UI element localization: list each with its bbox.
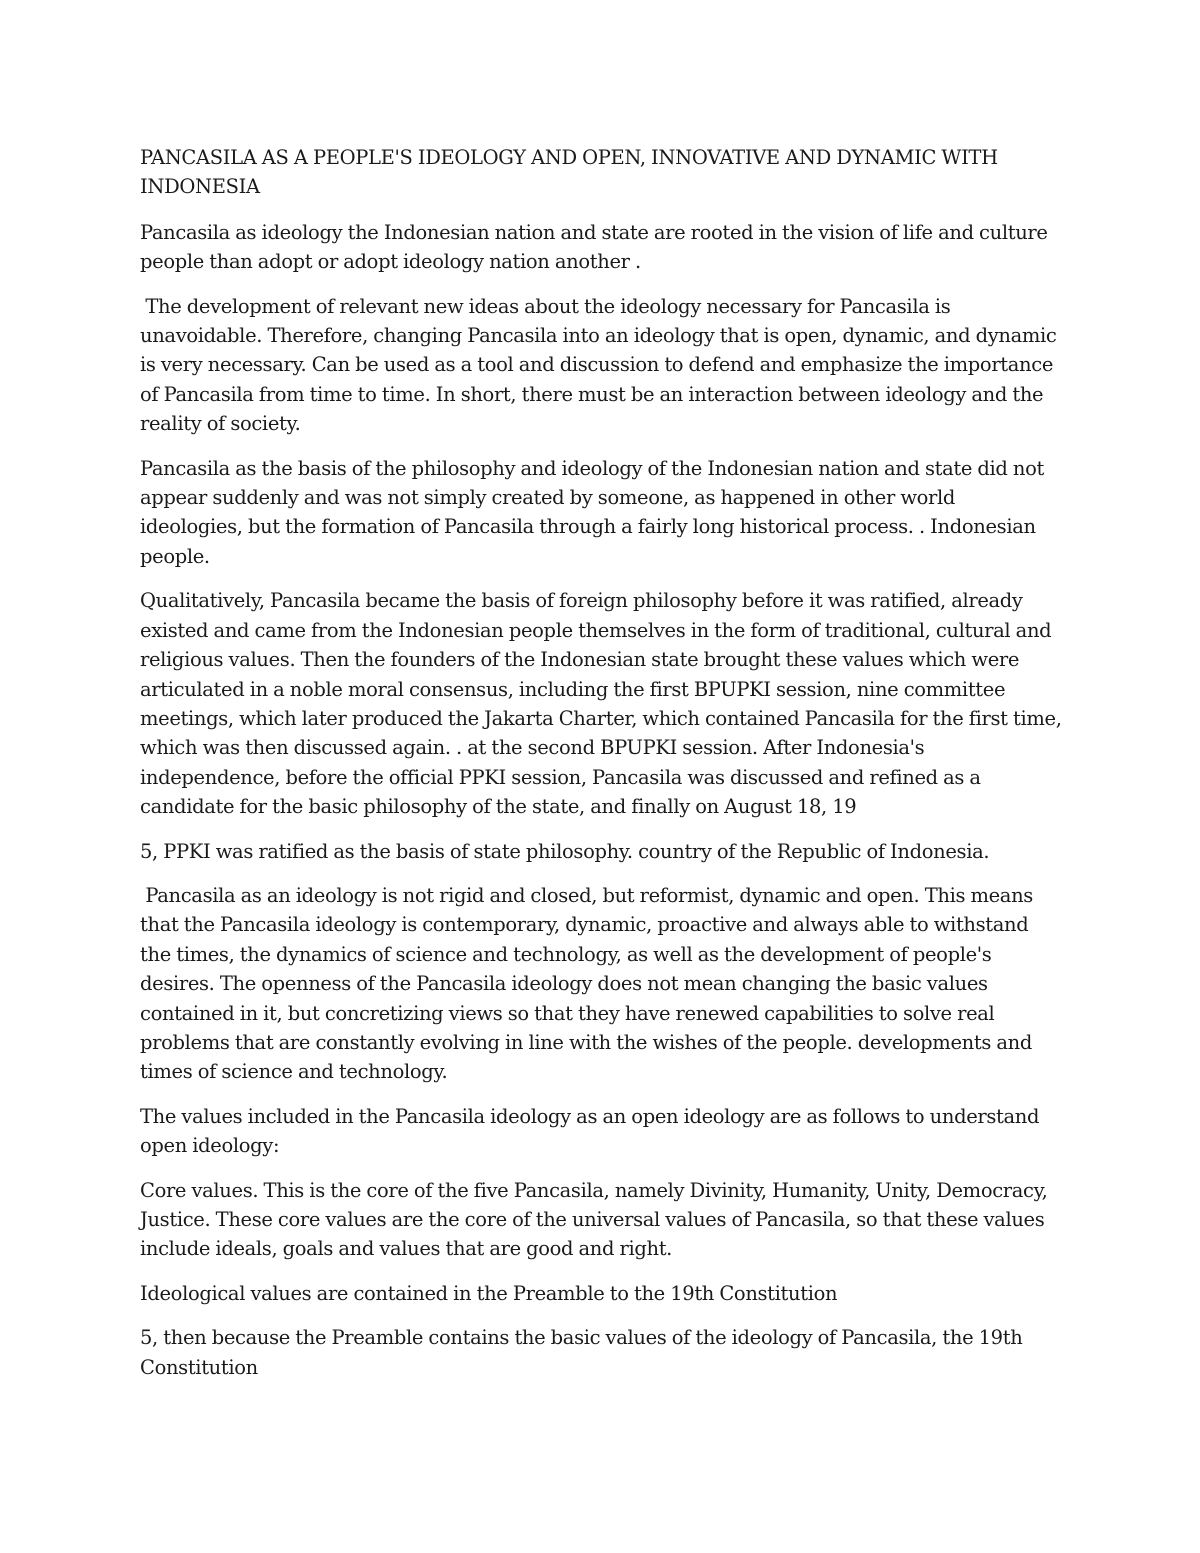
paragraph-8: Core values. This is the core of the five Pancasila, namely Divinity, Humanity, Unity, Democracy, Justice. These core values are the core of the universal values of Pancasila, so that these values include ideals, goals and values that are good and right. bbox=[140, 1178, 1048, 1261]
paragraph-7: The values included in the Pancasila ideology as an open ideology are as follows to understand open ideology: bbox=[140, 1104, 1040, 1158]
document-page bbox=[140, 143, 1062, 1397]
document-title: PANCASILA AS A PEOPLE'S IDEOLOGY AND OPEN, INNOVATIVE AND DYNAMIC WITH INDONESIA bbox=[140, 146, 998, 199]
paragraph-5: 5, PPKI was ratified as the basis of state philosophy. country of the Republic of Indonesia. bbox=[140, 839, 990, 863]
paragraph-3: Pancasila as the basis of the philosophy and ideology of the Indonesian nation and state did not appear suddenly and was not simply created by someone, as happened in other world ideologies, but the formation of Pancasila through a fairly long historical process. . Indonesian people. bbox=[140, 456, 1044, 568]
paragraph-6: Pancasila as an ideology is not rigid and closed, but reformist, dynamic and open. This means that the Pancasila ideology is contemporary, dynamic, proactive and always able to withstand the times, the dynamics of science and technology, as well as the development of people's desires. The openness of the Pancasila ideology does not mean changing the basic values contained in it, but concretizing views so that they have renewed capabilities to solve real problems that are constantly evolving in line with the wishes of the people. developments and times of science and technology. bbox=[140, 883, 1039, 1084]
paragraph-4: Qualitatively, Pancasila became the basis of foreign philosophy before it was ratified, already existed and came from the Indonesian people themselves in the form of traditional, cultural and religious values. Then the founders of the Indonesian state brought these values which were articulated in a noble moral consensus, including the first BPUPKI session, nine committee meetings, which later produced the Jakarta Charter, which contained Pancasila for the first time, which was then discussed again. . at the second BPUPKI session. After Indonesia's independence, before the official PPKI session, Pancasila was discussed and refined as a candidate for the basic philosophy of the state, and finally on August 18, 19 bbox=[140, 589, 1062, 819]
paragraph-9: Ideological values are contained in the Preamble to the 19th Constitution bbox=[140, 1281, 838, 1305]
paragraph-10: 5, then because the Preamble contains the basic values of the ideology of Pancasila, the 19th Constitution bbox=[140, 1326, 1023, 1379]
paragraph-2: The development of relevant new ideas about the ideology necessary for Pancasila is unavoidable. Therefore, changing Pancasila into an ideology that is open, dynamic, and dynamic is very necessary. Can be used as a tool and discussion to defend and emphasize the importance of Pancasila from time to time. In short, there must be an interaction between ideology and the reality of society. bbox=[140, 294, 1062, 436]
paragraph-1: Pancasila as ideology the Indonesian nation and state are rooted in the vision of life and culture people than adopt or adopt ideology nation another . bbox=[140, 220, 1048, 274]
